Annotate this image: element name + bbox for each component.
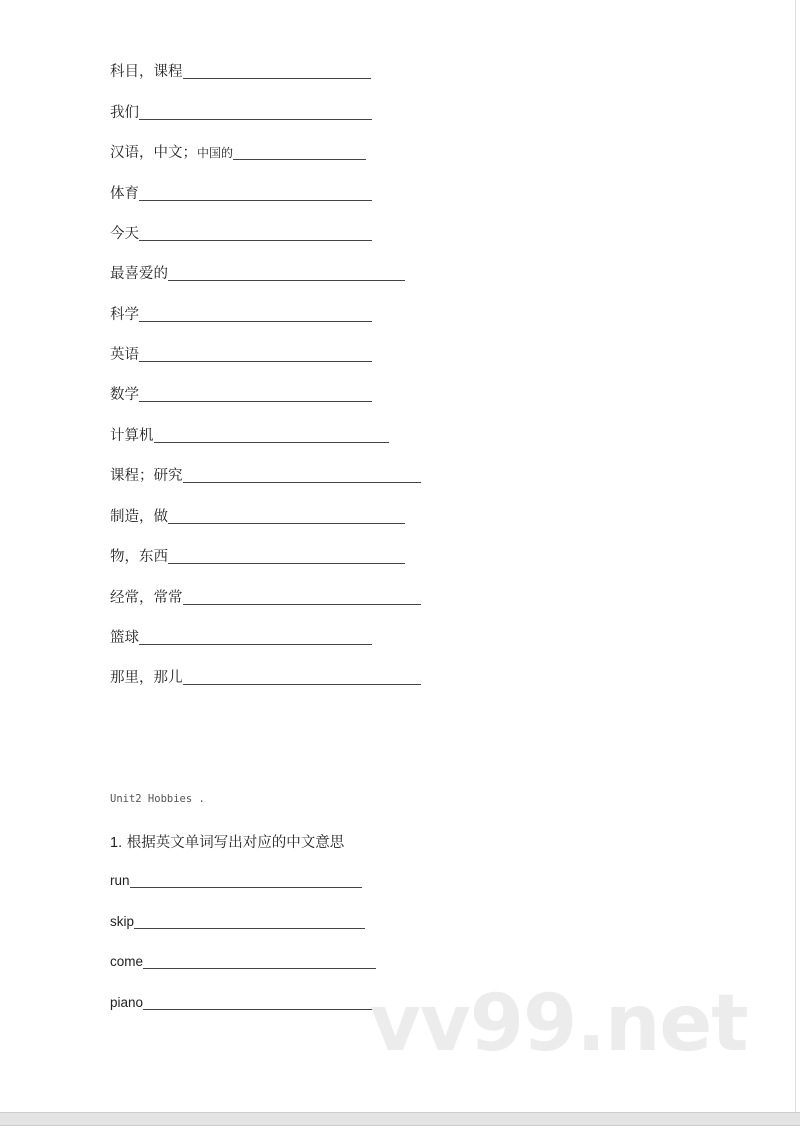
vocab-label: piano — [110, 995, 144, 1010]
vocab-row — [110, 872, 362, 890]
vocab-row — [110, 913, 365, 931]
answer-blank[interactable] — [139, 225, 372, 241]
answer-blank[interactable] — [183, 589, 422, 605]
answer-blank[interactable] — [139, 306, 372, 322]
vocab-row — [110, 386, 372, 404]
vocab-row — [110, 467, 421, 485]
vocab-row — [110, 225, 372, 243]
vocab-label: 课程；研究 — [110, 468, 183, 484]
answer-blank[interactable] — [143, 994, 377, 1010]
vocab-label-small: 中国的 — [197, 146, 234, 160]
question-text: 根据英文单词写出对应的中文意思 — [126, 835, 345, 851]
answer-blank[interactable] — [139, 185, 372, 201]
vocab-row — [110, 185, 372, 203]
answer-blank[interactable] — [183, 669, 422, 685]
vocab-label: 汉语，中文； — [110, 145, 197, 161]
answer-blank[interactable] — [143, 953, 376, 969]
vocab-label: 数学 — [110, 387, 139, 403]
vocab-label: skip — [110, 914, 135, 929]
watermark: vv99.net — [370, 979, 748, 1069]
vocab-label: come — [110, 954, 144, 969]
vocab-row — [110, 548, 405, 566]
answer-blank[interactable] — [134, 913, 365, 929]
question-number: 1. — [110, 835, 123, 851]
vocab-row — [110, 346, 372, 364]
answer-blank[interactable] — [154, 427, 390, 443]
vocab-label: 那里，那儿 — [110, 670, 183, 686]
vocab-row — [110, 427, 389, 445]
vocab-label: 篮球 — [110, 630, 139, 646]
vocab-row — [110, 589, 421, 607]
vocab-label: 我们 — [110, 105, 139, 121]
unit-title: Unit2 Hobbies . — [110, 793, 205, 805]
answer-blank[interactable] — [233, 144, 366, 160]
vocab-row — [110, 104, 372, 122]
vocab-label: 科目，课程 — [110, 64, 183, 80]
answer-blank[interactable] — [183, 467, 422, 483]
answer-blank[interactable] — [168, 508, 405, 524]
vocab-row — [110, 629, 372, 647]
vocab-row — [110, 669, 421, 687]
answer-blank[interactable] — [139, 386, 372, 402]
vocab-label: 科学 — [110, 307, 139, 323]
vocab-label: 体育 — [110, 186, 139, 202]
answer-blank[interactable] — [168, 548, 405, 564]
question-heading — [110, 831, 344, 852]
vocab-label: run — [110, 873, 130, 888]
vocab-row — [110, 63, 371, 81]
vocab-label: 经常，常常 — [110, 590, 183, 606]
vocab-label: 今天 — [110, 226, 139, 242]
page-separator — [0, 1112, 800, 1126]
vocab-row — [110, 306, 372, 324]
vocab-label: 英语 — [110, 347, 139, 363]
answer-blank[interactable] — [139, 104, 372, 120]
answer-blank[interactable] — [139, 629, 372, 645]
answer-blank[interactable] — [183, 63, 372, 79]
answer-blank[interactable] — [139, 346, 372, 362]
vocab-row — [110, 144, 366, 162]
vocab-label: 最喜爱的 — [110, 266, 168, 282]
vocab-row — [110, 508, 405, 526]
vocab-row — [110, 265, 405, 283]
vocab-label: 制造，做 — [110, 509, 168, 525]
vocab-label: 物，东西 — [110, 549, 168, 565]
answer-blank[interactable] — [130, 872, 362, 888]
answer-blank[interactable] — [168, 265, 405, 281]
vocab-row — [110, 994, 377, 1012]
vocab-row — [110, 953, 376, 971]
vocab-label: 计算机 — [110, 428, 154, 444]
